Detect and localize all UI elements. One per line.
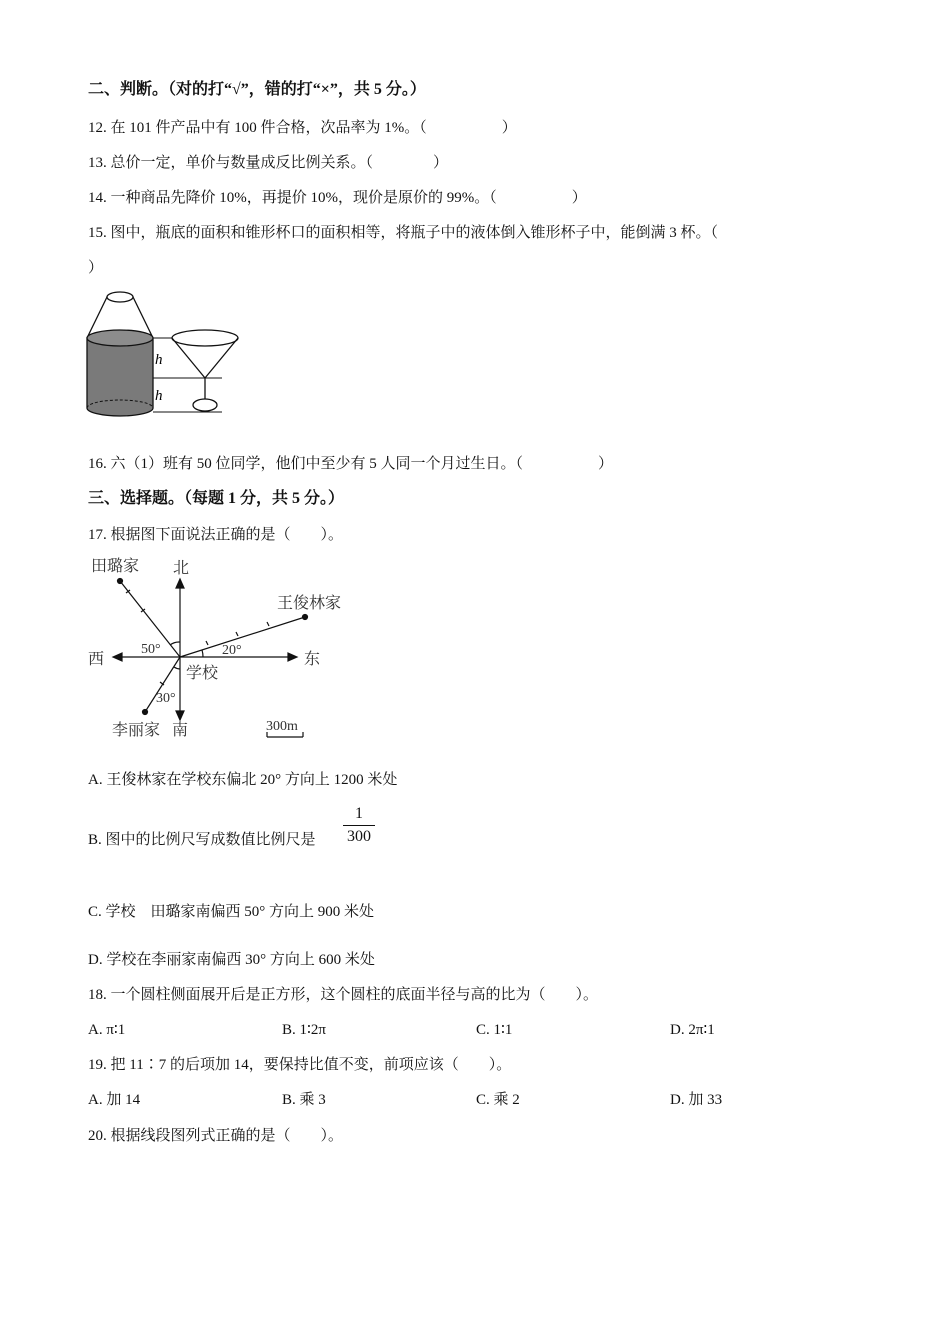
question-18: 18. 一个圆柱侧面展开后是正方形，这个圆柱的底面半径与高的比为（ ）。 <box>88 987 599 1003</box>
question-14: 14. 一种商品先降价 10%，再提价 10%，现价是原价的 99%。（ ） <box>88 190 587 206</box>
angle-30-label: 30° <box>156 691 176 706</box>
option-17-a: A. 王俊林家在学校东偏北 20° 方向上 1200 米处 <box>88 772 398 788</box>
question-12: 12. 在 101 件产品中有 100 件合格，次品率为 1%。（ ） <box>88 120 517 136</box>
option-18-a: A. π∶1 <box>88 1022 126 1038</box>
scale-label: 300m <box>266 719 298 734</box>
option-18-c: C. 1∶1 <box>476 1022 513 1038</box>
option-17-b: B. 图中的比例尺写成数值比例尺是 <box>88 832 316 848</box>
section2-heading: 二、判断。（对的打“√”，错的打“×”，共 5 分。） <box>88 81 426 98</box>
option-18-d: D. 2π∶1 <box>670 1022 715 1038</box>
option-19-a: A. 加 14 <box>88 1092 141 1108</box>
angle-50-label: 50° <box>141 642 161 657</box>
school-label: 学校 <box>186 665 219 682</box>
fraction-bar <box>343 825 375 826</box>
south-label: 南 <box>172 722 189 739</box>
fraction-numerator: 1 <box>355 805 363 822</box>
fraction-denominator: 300 <box>347 828 371 845</box>
question-15-line2: ） <box>88 260 104 276</box>
north-label: 北 <box>173 560 190 577</box>
scale-fraction <box>339 804 379 847</box>
question-15-line1: 15. 图中，瓶底的面积和锥形杯口的面积相等，将瓶子中的液体倒入锥形杯子中，能倒满 3 杯。（ <box>88 225 719 241</box>
option-19-b: B. 乘 3 <box>282 1092 326 1108</box>
option-19-d: D. 加 33 <box>670 1092 723 1108</box>
option-17-d: D. 学校在李丽家南偏西 30° 方向上 600 米处 <box>88 952 375 968</box>
angle-20-label: 20° <box>222 643 242 658</box>
height-label-lower: h <box>155 388 163 404</box>
question-19: 19. 把 11∶7 的后项加 14，要保持比值不变，前项应该（ ）。 <box>88 1057 512 1073</box>
wang-home-label: 王俊林家 <box>277 595 342 612</box>
option-19-c: C. 乘 2 <box>476 1092 520 1108</box>
question-17: 17. 根据图下面说法正确的是（ ）。 <box>88 527 344 543</box>
bottle-cone-figure <box>80 288 260 428</box>
option-17-c: C. 学校 田璐家南偏西 50° 方向上 900 米处 <box>88 904 375 920</box>
question-13: 13. 总价一定，单价与数量成反比例关系。（ ） <box>88 155 449 171</box>
section3-heading: 三、选择题。（每题 1 分，共 5 分。） <box>88 490 345 507</box>
west-label: 西 <box>88 651 105 668</box>
option-18-b: B. 1∶2π <box>282 1022 326 1038</box>
direction-map <box>85 552 365 752</box>
question-16: 16. 六（1）班有 50 位同学，他们中至少有 5 人同一个月过生日。（ ） <box>88 456 614 472</box>
li-home-label: 李丽家 <box>112 722 161 739</box>
tian-home-label: 田璐家 <box>91 558 140 575</box>
question-20: 20. 根据线段图列式正确的是（ ）。 <box>88 1128 344 1144</box>
east-label: 东 <box>304 651 321 668</box>
height-label-upper: h <box>155 352 163 368</box>
